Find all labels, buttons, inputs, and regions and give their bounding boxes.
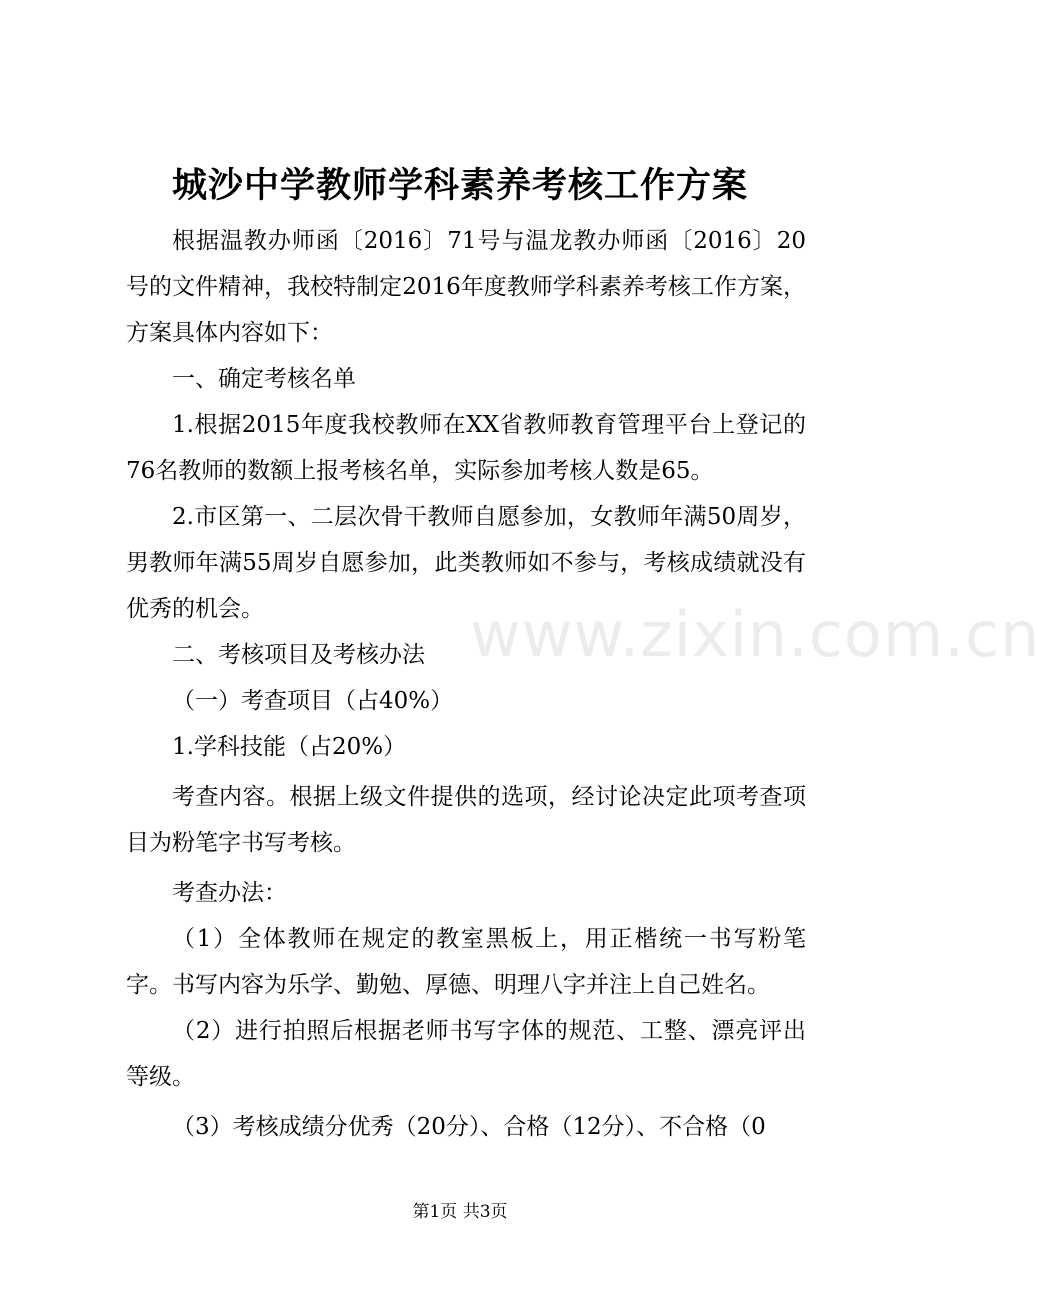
page-footer [0, 1200, 920, 1224]
method-item-2: （2）进行拍照后根据老师书写字体的规范、工整、漂亮评出等级。 [126, 1018, 806, 1090]
content-paragraph: 考查内容。根据上级文件提供的选项，经讨论决定此项考查项目为粉笔字书写考核。 [126, 784, 806, 856]
subsection-heading-1: （一）考查项目（占40%） [172, 688, 454, 714]
watermark: www.zixin.com.cn [470, 598, 1040, 671]
method-heading: 考查办法： [172, 880, 287, 906]
section-heading-2: 二、考核项目及考核办法 [172, 642, 425, 668]
method-item-1: （1）全体教师在规定的教室黑板上，用正楷统一书写粉笔字。书写内容为乐学、勤勉、厚德、明理八字并注上自己姓名。 [126, 926, 806, 998]
intro-paragraph: 根据温教办师函〔2016〕71号与温龙教办师函〔2016〕20号的文件精神，我校特制定2016年度教师学科素养考核工作方案，方案具体内容如下： [126, 228, 806, 346]
method-item-3: （3）考核成绩分优秀（20分）、合格（12分）、不合格（0 [172, 1114, 766, 1140]
document-body [126, 218, 806, 1150]
item-heading-1: 1.学科技能（占20%） [172, 734, 407, 760]
section-heading-1: 一、确定考核名单 [172, 366, 356, 392]
list-item-2: 2.市区第一、二层次骨干教师自愿参加，女教师年满50周岁，男教师年满55周岁自愿参加，此类教师如不参与，考核成绩就没有优秀的机会。 [126, 504, 806, 622]
list-item-1: 1.根据2015年度我校教师在XX省教师教育管理平台上登记的76名教师的数额上报考核名单，实际参加考核人数是65。 [126, 412, 806, 484]
document-title: 城沙中学教师学科素养考核工作方案 [171, 165, 748, 206]
page-number-label: 第1页 共3页 [412, 1202, 508, 1222]
